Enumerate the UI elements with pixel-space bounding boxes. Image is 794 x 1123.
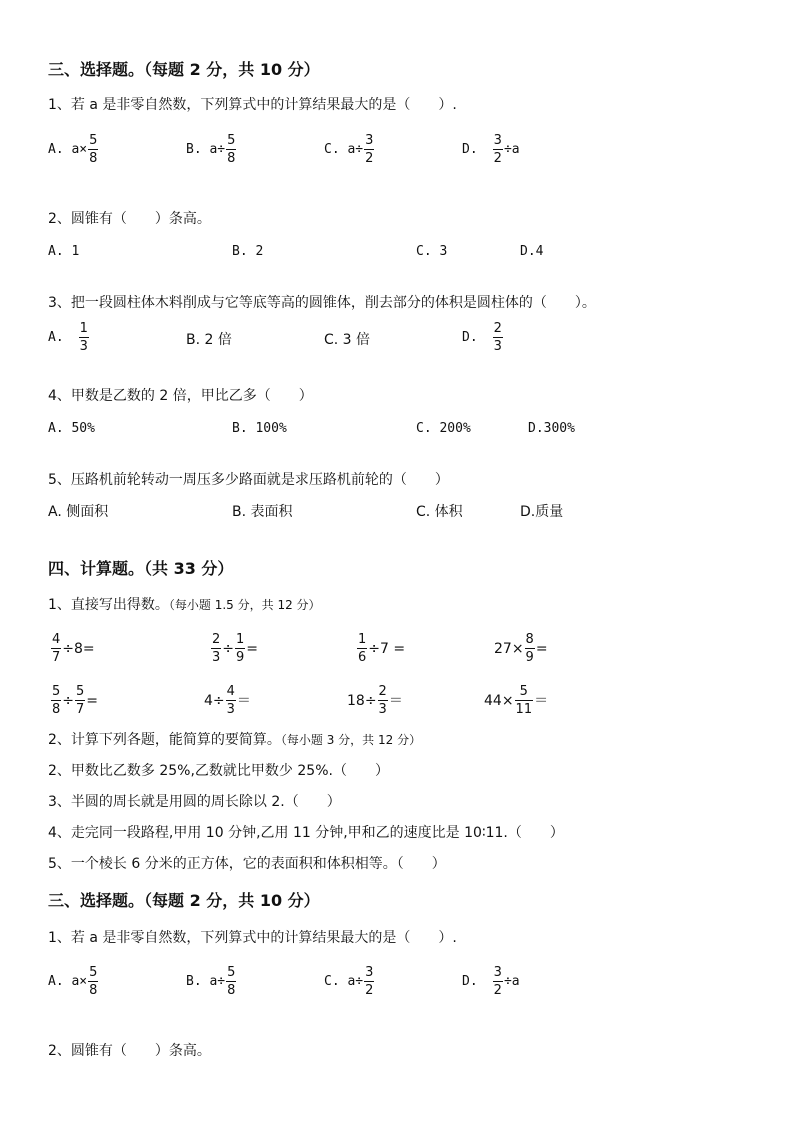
numerator: 2 xyxy=(212,632,221,647)
denominator: 2 xyxy=(365,983,374,998)
denominator: 6 xyxy=(358,650,367,665)
denominator: 7 xyxy=(76,702,85,717)
numerator: 1 xyxy=(79,321,88,336)
option-label: A. xyxy=(48,330,64,345)
fraction xyxy=(88,134,98,165)
option-label: C. a÷ xyxy=(324,142,364,157)
option-label: D. xyxy=(462,974,478,989)
fraction xyxy=(226,685,236,716)
numerator: 5 xyxy=(52,684,61,699)
numerator: 3 xyxy=(365,965,374,980)
question-text: 2、计算下列各题，能简算的要简算。 xyxy=(48,732,281,748)
denominator: 8 xyxy=(89,151,98,166)
numerator: 3 xyxy=(365,133,374,148)
calc-item xyxy=(204,685,251,716)
fraction xyxy=(364,966,374,997)
numerator: 2 xyxy=(378,684,387,699)
fraction xyxy=(226,134,236,165)
option-b: B. 表面积 xyxy=(232,504,293,520)
denominator: 3 xyxy=(493,339,502,354)
calc-item xyxy=(484,685,548,716)
question-3: 3、把一段圆柱体木料削成与它等底等高的圆锥体，削去部分的体积是圆柱体的（ ）。 xyxy=(48,295,596,311)
expression-rest: ÷7 = xyxy=(368,640,406,657)
numerator: 5 xyxy=(227,965,236,980)
fraction xyxy=(525,633,535,664)
question-1: 1、若 a 是非零自然数，下列算式中的计算结果最大的是（ ）. xyxy=(48,930,457,946)
numerator: 8 xyxy=(525,632,534,647)
option-a: A. 1 xyxy=(48,244,80,259)
numerator: 2 xyxy=(493,321,502,336)
calc-item xyxy=(347,685,403,716)
option-label: D. xyxy=(462,330,478,345)
operator: ÷ xyxy=(62,692,75,709)
option-a xyxy=(48,322,90,353)
option-d xyxy=(462,322,504,353)
option-c: C. 3 xyxy=(416,244,448,259)
option-c xyxy=(324,134,375,165)
score-note: （每小题 3 分，共 12 分） xyxy=(280,733,422,747)
option-label: A. a× xyxy=(48,142,88,157)
fraction xyxy=(493,322,503,353)
option-b: B. 100% xyxy=(232,421,287,436)
denominator: 3 xyxy=(378,702,387,717)
fraction xyxy=(493,134,503,165)
calc-item xyxy=(50,633,95,664)
numerator: 5 xyxy=(519,684,528,699)
score-note: （每小题 1.5 分，共 12 分） xyxy=(168,598,321,612)
numerator: 5 xyxy=(89,133,98,148)
option-c: C. 体积 xyxy=(416,504,463,520)
expression-rest: ＝ xyxy=(534,692,549,709)
option-label: D. xyxy=(462,142,478,157)
section-title: 四、计算题。（共 33 分） xyxy=(48,559,234,578)
denominator: 9 xyxy=(525,650,534,665)
judge-item: 5、一个棱长 6 分米的正方体，它的表面积和体积相等。（ ） xyxy=(48,856,446,872)
numerator: 5 xyxy=(89,965,98,980)
option-suffix: ÷a xyxy=(503,974,520,989)
calc-item xyxy=(210,633,258,664)
numerator: 3 xyxy=(493,133,502,148)
fraction xyxy=(226,966,236,997)
fraction xyxy=(51,685,61,716)
expression-prefix: 18÷ xyxy=(347,692,377,709)
expression-rest: = xyxy=(86,692,99,709)
denominator: 8 xyxy=(227,983,236,998)
numerator: 1 xyxy=(358,632,367,647)
fraction xyxy=(211,633,221,664)
option-b xyxy=(186,966,237,997)
denominator: 3 xyxy=(79,339,88,354)
option-d: D.4 xyxy=(520,244,544,259)
question-5: 5、压路机前轮转动一周压多少路面就是求压路机前轮的（ ） xyxy=(48,472,449,488)
fraction xyxy=(75,685,85,716)
denominator: 7 xyxy=(52,650,61,665)
option-suffix: ÷a xyxy=(503,142,520,157)
question-2: 2、圆锥有（ ）条高。 xyxy=(48,211,211,227)
judge-item: 2、甲数比乙数多 25%,乙数就比甲数少 25%.（ ） xyxy=(48,763,389,779)
denominator: 3 xyxy=(212,650,221,665)
option-label: A. a× xyxy=(48,974,88,989)
expression-rest: = xyxy=(535,640,548,657)
question-4: 4、甲数是乙数的 2 倍，甲比乙多（ ） xyxy=(48,388,313,404)
fraction xyxy=(515,685,534,716)
calc-item xyxy=(494,633,548,664)
option-label: C. a÷ xyxy=(324,974,364,989)
denominator: 9 xyxy=(236,650,245,665)
option-b: B. 2 倍 xyxy=(186,332,232,348)
calc-question-1 xyxy=(48,598,321,612)
calc-item xyxy=(50,685,98,716)
option-a: A. 侧面积 xyxy=(48,504,109,520)
fraction xyxy=(364,134,374,165)
question-2: 2、圆锥有（ ）条高。 xyxy=(48,1043,211,1059)
denominator: 2 xyxy=(493,983,502,998)
expression-prefix: 27× xyxy=(494,640,524,657)
fraction xyxy=(378,685,388,716)
fraction xyxy=(88,966,98,997)
section-title: 三、选择题。（每题 2 分，共 10 分） xyxy=(48,891,320,910)
option-b: B. 2 xyxy=(232,244,264,259)
option-b xyxy=(186,134,237,165)
option-c xyxy=(324,966,375,997)
option-label: B. a÷ xyxy=(186,974,226,989)
denominator: 3 xyxy=(226,702,235,717)
expression-rest: ＝ xyxy=(388,692,403,709)
numerator: 1 xyxy=(236,632,245,647)
numerator: 3 xyxy=(493,965,502,980)
fraction xyxy=(493,966,503,997)
fraction xyxy=(357,633,367,664)
option-a xyxy=(48,134,99,165)
fraction xyxy=(235,633,245,664)
expression-rest: ÷8= xyxy=(62,640,95,657)
denominator: 8 xyxy=(89,983,98,998)
expression-prefix: 4÷ xyxy=(204,692,225,709)
numerator: 5 xyxy=(227,133,236,148)
section-title: 三、选择题。（每题 2 分，共 10 分） xyxy=(48,60,320,79)
question-text: 1、直接写出得数。 xyxy=(48,597,169,613)
expression-rest: = xyxy=(246,640,259,657)
calc-question-2 xyxy=(48,733,421,747)
denominator: 8 xyxy=(52,702,61,717)
option-d: D.300% xyxy=(528,421,575,436)
fraction xyxy=(51,633,61,664)
numerator: 4 xyxy=(52,632,61,647)
question-1: 1、若 a 是非零自然数，下列算式中的计算结果最大的是（ ）. xyxy=(48,97,457,113)
calc-item xyxy=(356,633,405,664)
fraction xyxy=(79,322,89,353)
option-d xyxy=(462,966,520,997)
operator: ÷ xyxy=(222,640,235,657)
judge-item: 3、半圆的周长就是用圆的周长除以 2.（ ） xyxy=(48,794,341,810)
option-d: D.质量 xyxy=(520,504,564,520)
option-a: A. 50% xyxy=(48,421,95,436)
denominator: 2 xyxy=(493,151,502,166)
option-c: C. 3 倍 xyxy=(324,332,371,348)
denominator: 11 xyxy=(515,702,533,717)
denominator: 2 xyxy=(365,151,374,166)
expression-prefix: 44× xyxy=(484,692,514,709)
option-a xyxy=(48,966,99,997)
denominator: 8 xyxy=(227,151,236,166)
numerator: 5 xyxy=(76,684,85,699)
option-label: B. a÷ xyxy=(186,142,226,157)
option-d xyxy=(462,134,520,165)
option-c: C. 200% xyxy=(416,421,471,436)
expression-rest: ＝ xyxy=(236,692,251,709)
numerator: 4 xyxy=(226,684,235,699)
judge-item: 4、走完同一段路程,甲用 10 分钟,乙用 11 分钟,甲和乙的速度比是 10∶11.（ ） xyxy=(48,825,564,841)
